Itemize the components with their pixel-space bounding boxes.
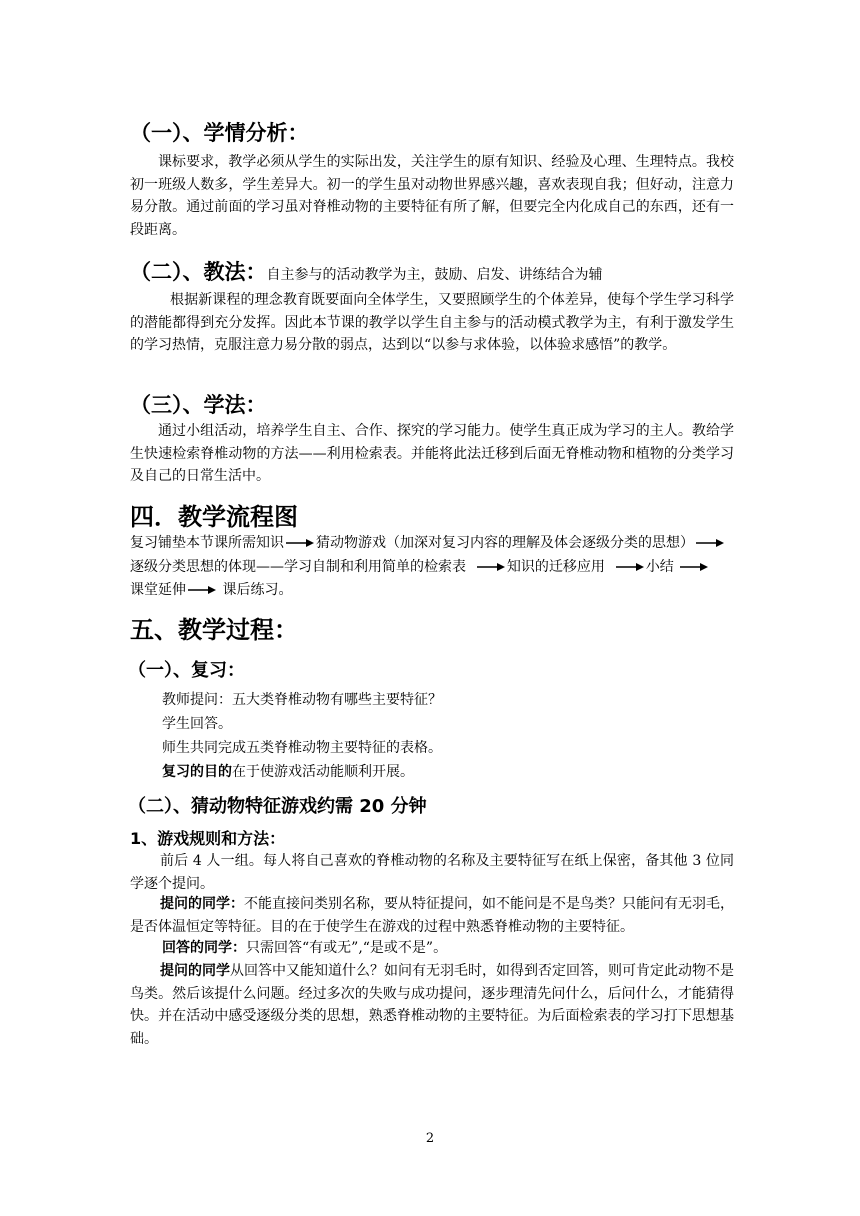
- review-line-1: 教师提问：五大类脊椎动物有哪些主要特征？: [162, 692, 442, 708]
- flow-step-review: 复习铺垫本节课所需知识: [130, 535, 284, 551]
- arrow-right-icon: [680, 562, 708, 572]
- flow-line-3: [130, 579, 292, 601]
- heading-teaching-method-title: （二）、教法：: [130, 260, 267, 284]
- flow-step-key: 逐级分类思想的体现——学习自制和利用简单的检索表: [130, 559, 466, 575]
- inference-text: 从回答中又能知道什么？如问有无羽毛时，如得到否定回答，则可肯定此动物不是鸟类。然后该提什么问题。经过多次的失败与成功提问，逐步理清先问什么，后问什么，才能猜得快。并在活动中感受逐级分类的思想，熟悉脊椎动物的主要特征。为后面检索表的学习打下思想基础。: [130, 963, 734, 1047]
- para-learning-analysis: 课标要求，教学必须从学生的实际出发，关注学生的原有知识、经验及心理、生理特点。我校初一班级人数多，学生差异大。初一的学生虽对动物世界感兴趣，喜欢表现自我；但好动，注意力易分散。通过前面的学习虽对脊椎动物的主要特征有所了解，但要完全内化成自己的东西，还有一段距离。: [130, 154, 734, 238]
- heading-flowchart: 四．教学流程图: [130, 503, 298, 531]
- flow-step-extension: 课堂延伸: [130, 582, 186, 598]
- review-line-4: [162, 761, 414, 783]
- game-para-answerer: [162, 937, 447, 959]
- arrow-right-icon: [477, 562, 505, 572]
- game-para-asker: [130, 893, 734, 938]
- review-purpose-label: 复习的目的: [162, 764, 232, 780]
- game-rules-heading: 1、游戏规则和方法：: [130, 829, 286, 848]
- asker-text: 不能直接问类别名称，要从特征提问，如不能问是不是鸟类？只能问有无羽毛，是否体温恒定等特征。目的在于使学生在游戏的过程中熟悉脊椎动物的主要特征。: [130, 896, 734, 935]
- teaching-method-note: 自主参与的活动教学为主，鼓励、启发、讲练结合为辅: [266, 267, 603, 283]
- arrow-right-icon: [188, 585, 216, 595]
- answerer-text: 只需回答“有或无”,“是或不是”。: [246, 940, 448, 956]
- heading-teaching-method: [130, 256, 603, 286]
- page-number: 2: [425, 1131, 435, 1146]
- review-line-2: 学生回答。: [162, 716, 232, 732]
- subheading-review: （一）、复习：: [128, 660, 245, 681]
- arrow-right-icon: [286, 538, 314, 548]
- review-line-3: 师生共同完成五类脊椎动物主要特征的表格。: [162, 740, 442, 756]
- arrow-right-icon: [696, 538, 724, 548]
- heading-learning-analysis: （一）、学情分析：: [130, 121, 309, 145]
- arrow-right-icon: [616, 562, 644, 572]
- flow-step-summary: 小结: [645, 559, 674, 575]
- para-learning-method: 通过小组活动，培养学生自主、合作、探究的学习能力。使学生真正成为学习的主人。教给学生快速检索脊椎动物的方法——利用检索表。并能将此法迁移到后面无脊椎动物和植物的分类学习及自己的日常生活中。: [130, 423, 734, 484]
- inference-label: 提问的同学: [160, 963, 230, 979]
- flow-line-2: [130, 556, 710, 578]
- heading-learning-method: （三）、学法：: [130, 393, 267, 417]
- asker-label: 提问的同学：: [160, 896, 244, 912]
- flow-line-1: [130, 532, 726, 554]
- review-purpose-text: 在于使游戏活动能顺利开展。: [232, 764, 414, 780]
- answerer-label: 回答的同学：: [162, 940, 246, 956]
- flow-step-transfer: 知识的迁移应用: [506, 559, 605, 575]
- flow-step-game: 猜动物游戏（加深对复习内容的理解及体会逐级分类的思想）: [316, 535, 694, 551]
- subheading-game: （二）、猜动物特征游戏约需 20 分钟: [128, 796, 427, 817]
- game-para-inference: [130, 960, 734, 1050]
- para-teaching-method: 根据新课程的理念教育既要面向全体学生，又要照顾学生的个体差异，使每个学生学习科学的潜能都得到充分发挥。因此本节课的教学以学生自主参与的活动模式教学为主，有利于激发学生的学习热情，克服注意力易分散的弱点，达到以“以参与求体验，以体验求感悟”的教学。: [130, 292, 734, 353]
- game-para-groups: 前后 4 人一组。每人将自己喜欢的脊椎动物的名称及主要特征写在纸上保密，备其他 3 位同学逐个提问。: [130, 853, 734, 892]
- flow-step-exercise: 课后练习。: [222, 582, 293, 598]
- heading-teaching-process: 五、教学过程：: [130, 616, 298, 644]
